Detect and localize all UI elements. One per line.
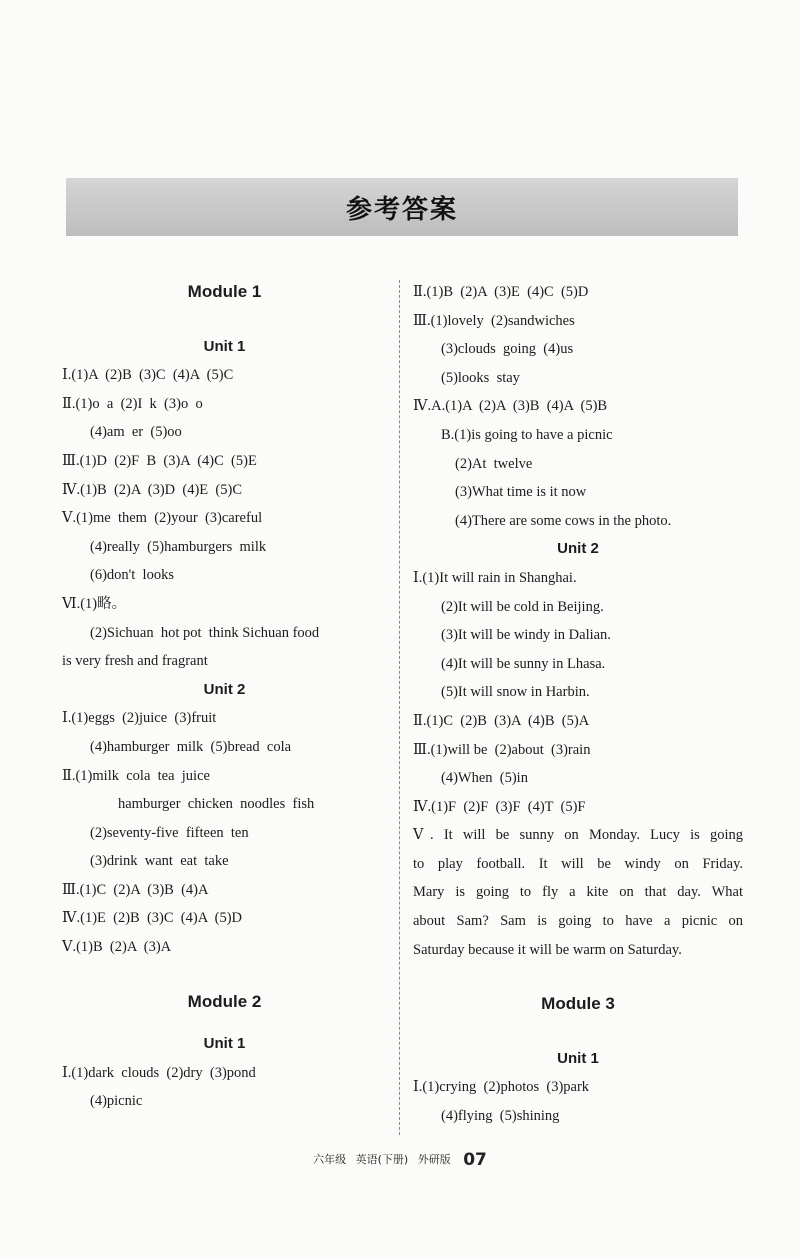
right-column [413, 278, 743, 1131]
answer-line: Ⅲ.(1)will be (2)about (3)rain [413, 741, 591, 758]
answer-line: (2)seventy-five fifteen ten [90, 824, 249, 841]
answer-line: (3)What time is it now [455, 484, 587, 501]
answer-line: (4)When (5)in [441, 770, 528, 787]
answer-line: Ⅱ.(1)C (2)B (3)A (4)B (5)A [413, 712, 590, 729]
answer-paragraph-line: Mary is going to fly a kite on that day. What [413, 884, 743, 901]
answer-line: Ⅰ.(1)dark clouds (2)dry (3)pond [62, 1064, 256, 1081]
answer-line: Ⅲ.(1)D (2)F B (3)A (4)C (5)E [62, 452, 257, 469]
answer-line: Ⅳ.(1)E (2)B (3)C (4)A (5)D [62, 910, 242, 927]
answer-line: Ⅳ.(1)B (2)A (3)D (4)E (5)C [62, 481, 242, 498]
answer-line: (4)really (5)hamburgers milk [90, 538, 267, 555]
answer-paragraph-line: to play football. It will be windy on Friday. [413, 855, 743, 872]
answer-line: (4)There are some cows in the photo. [455, 512, 672, 529]
column-divider [399, 280, 400, 1135]
module-heading: Module 1 [187, 282, 262, 301]
answer-line: Ⅲ.(1)C (2)A (3)B (4)A [62, 881, 209, 898]
banner-title: 参考答案 [345, 194, 458, 225]
footer-grade: 六年级 [313, 1153, 347, 1166]
answer-line: Ⅴ.(1)B (2)A (3)A [62, 939, 172, 956]
answer-line: is very fresh and fragrant [62, 653, 208, 670]
unit-heading: Unit 2 [557, 540, 599, 558]
answer-paragraph-line: about Sam? Sam is going to have a picnic on [413, 913, 743, 930]
answer-line: Ⅰ.(1)crying (2)photos (3)park [413, 1079, 590, 1096]
unit-heading: Unit 2 [203, 680, 246, 698]
answer-line: Ⅰ.(1)It will rain in Shanghai. [413, 569, 577, 586]
answer-line: (3)It will be windy in Dalian. [441, 627, 611, 644]
footer-edition: 外研版 [417, 1153, 451, 1166]
footer-subject: 英语(下册) [355, 1153, 409, 1166]
answer-line: B.(1)is going to have a picnic [441, 426, 613, 443]
unit-heading: Unit 1 [203, 337, 246, 355]
answer-line: Ⅳ.(1)F (2)F (3)F (4)T (5)F [413, 798, 586, 815]
answer-line: (5)It will snow in Harbin. [441, 684, 590, 701]
answer-line: (2)At twelve [455, 455, 533, 472]
answer-line: Ⅵ.(1)略。 [62, 595, 127, 612]
answer-paragraph-line: Saturday because it will be warm on Saturday. [413, 941, 682, 958]
answer-line: (2)Sichuan hot pot think Sichuan food [90, 624, 320, 641]
answer-line: (2)It will be cold in Beijing. [441, 598, 604, 615]
left-column [62, 278, 387, 1116]
answer-line: (4)It will be sunny in Lhasa. [441, 655, 606, 672]
unit-heading: Unit 1 [557, 1049, 599, 1067]
answer-line: (4)am er (5)oo [90, 424, 182, 441]
answer-line: (3)drink want eat take [90, 853, 229, 870]
answer-line: (4)flying (5)shining [441, 1108, 560, 1125]
answer-key-banner [66, 178, 738, 236]
page-number: 07 [463, 1150, 487, 1170]
answer-line: Ⅴ.(1)me them (2)your (3)careful [62, 510, 263, 527]
answer-line: (4)hamburger milk (5)bread cola [90, 738, 292, 755]
answer-line: Ⅱ.(1)milk cola tea juice [62, 767, 210, 784]
module-heading: Module 3 [541, 994, 615, 1014]
answer-line: Ⅰ.(1)eggs (2)juice (3)fruit [62, 710, 217, 727]
answer-line: hamburger chicken noodles fish [118, 796, 315, 813]
answer-line: Ⅲ.(1)lovely (2)sandwiches [413, 312, 575, 329]
answer-line: Ⅰ.(1)A (2)B (3)C (4)A (5)C [62, 367, 234, 384]
unit-heading: Unit 1 [203, 1035, 246, 1053]
answer-line: (6)don't looks [90, 567, 174, 584]
answer-line: (5)looks stay [441, 369, 520, 386]
module-heading: Module 2 [187, 991, 262, 1011]
answer-line: (4)picnic [90, 1093, 143, 1110]
answer-line: Ⅳ.A.(1)A (2)A (3)B (4)A (5)B [413, 398, 608, 415]
answer-line: (3)clouds going (4)us [441, 341, 574, 358]
answer-line: Ⅱ.(1)B (2)A (3)E (4)C (5)D [413, 284, 589, 300]
answer-paragraph-line: Ⅴ. It will be sunny on Monday. Lucy is going [413, 827, 743, 844]
answer-line: Ⅱ.(1)o a (2)I k (3)o o [62, 395, 203, 412]
page-footer [0, 1150, 800, 1170]
